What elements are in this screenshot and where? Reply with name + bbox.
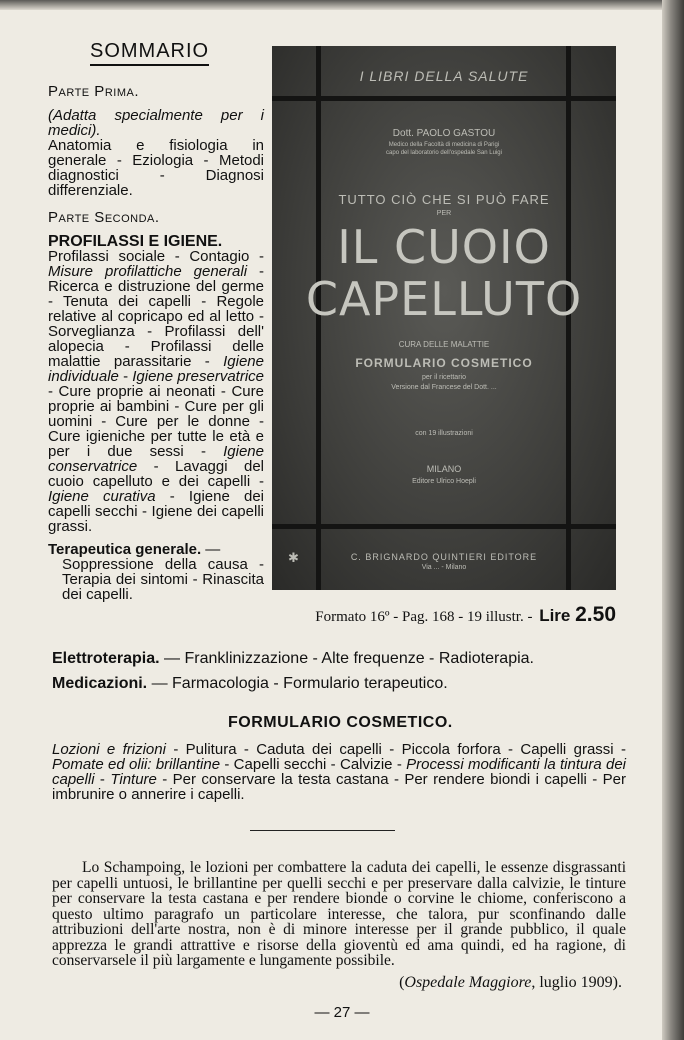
medicazioni-label: Medicazioni.: [52, 675, 148, 692]
cover-city: MILANO: [426, 464, 462, 474]
elettroterapia-label: Elettroterapia.: [52, 650, 160, 667]
tinture-label: Tinture: [110, 771, 157, 788]
cover-per: PER: [436, 210, 452, 217]
cover-illustrations: con 19 illustrazioni: [415, 430, 473, 437]
formulario-heading: FORMULARIO COSMETICO.: [228, 714, 453, 731]
elettroterapia-text: — Franklinizzazione - Alte frequenze - Radioterapia.: [159, 650, 534, 667]
terapeutica-dash: —: [201, 541, 221, 558]
profilassi-heading: PROFILASSI E IGIENE.: [48, 233, 223, 250]
cover-publisher-small: Editore Ulrico Hoepli: [412, 478, 476, 485]
format-text: Formato 16º - Pag. 168 - 19 illustr. -: [315, 609, 537, 625]
igiene-preservatrice: Igiene preservatrice: [132, 368, 264, 385]
formulario-part: - Capelli secchi - Calvizie -: [220, 756, 407, 773]
formulario-text: [52, 742, 626, 802]
cover-intro: TUTTO CIÒ CHE SI PUÒ FARE: [338, 192, 550, 207]
profilassi-lead: Profilassi sociale - Contagio -: [48, 248, 264, 265]
lozioni-label: Lozioni e frizioni: [52, 741, 166, 758]
adatta-note: (Adatta specialmente per i medici).: [48, 107, 264, 139]
cover-subtitle: CURA DELLE MALATTIE: [398, 340, 490, 349]
cover-fine-line: Medico della Facoltà di medicina di Parigi: [388, 142, 500, 148]
price-value: 2.50: [575, 603, 616, 626]
processi-label: Processi modificanti la tintura dei capelli: [52, 756, 627, 788]
review-paragraph: Lo Schampoing, le lozioni per combattere la caduta dei capelli, le essenze disgrassanti per capelli untuosi, le brillantine per quelli secchi e per preservare dalla calvizie, le tinture per conservare la testa castana e per rendere bionde o corvine le chiome, conferiscono a questo ultimo paragrafo un particolare interesse, che talora, pur sconfinando dalle attribuzioni dell'arte nostra, non è di minore interesse per il grande pubblico, il quale apprezza le grandi attrattive e risorse della gioventù ed ama quindi, ed ha ragione, di conservarsele il più largamente e lungamente possibile.: [52, 859, 626, 969]
parte-seconda-heading: Parte Seconda.: [48, 209, 160, 226]
formulario-part: - Per conservare la testa castana - Per rendere biondi i capelli - Per imbrunire o annerire i capelli.: [52, 771, 626, 803]
cover-publisher: C. BRIGNARDO QUINTIERI EDITORE: [350, 552, 538, 562]
elettroterapia-line: [52, 650, 534, 668]
terapeutica-heading: Terapeutica generale.: [48, 541, 202, 558]
terapeutica-text: Soppressione della causa - Terapia dei sintomi - Rinascita dei capelli.: [62, 556, 264, 603]
pomate-label: Pomate ed olii: brillantine: [52, 756, 221, 773]
cover-author: Dott. PAOLO GASTOU: [392, 128, 496, 139]
formulario-part: - Pulitura - Caduta dei capelli - Piccola forfora - Capelli grassi -: [165, 741, 626, 758]
price: [539, 603, 616, 626]
profilassi-text: [48, 249, 264, 534]
page-top-shadow: [0, 0, 684, 10]
section-divider: [250, 830, 395, 831]
profilassi-mid: - Ricerca e distruzione del germe - Tenuta dei capelli - Regole relative al copricapo ed al letto - Sorveglianza - Profilassi dell' alopecia - Profilassi delle malattie parassitarie -: [48, 263, 264, 370]
igiene-end: - Igiene dei capelli secchi - Igiene dei capelli grassi.: [48, 488, 264, 535]
cover-fine-line: capo del laboratorio dell'ospedale San Luigi: [386, 150, 502, 156]
cover-frame-line: [272, 524, 616, 529]
igiene-individuale: Igiene individuale: [48, 353, 264, 385]
format-price-line: [272, 603, 616, 627]
igiene-curativa: Igiene curativa: [48, 488, 156, 505]
cover-note: per il ricettario: [422, 374, 466, 381]
page-number: — 27 —: [314, 1004, 370, 1021]
cover-formulario: FORMULARIO COSMETICO: [355, 356, 533, 370]
anatomia-text: Anatomia e fisiologia in generale - Eziologia - Metodi diagnostici - Diagnosi differenziale.: [48, 137, 264, 199]
separator: -: [118, 368, 133, 385]
cover-title-line-1: IL CUOIO: [337, 220, 551, 274]
cover-frame-line: [272, 96, 616, 101]
medicazioni-text: — Farmacologia - Formulario terapeutico.: [147, 675, 448, 692]
parte-prima-heading: Parte Prima.: [48, 83, 139, 100]
cover-publisher-address: Via ... - Milano: [421, 564, 467, 571]
cover-series: I LIBRI DELLA SALUTE: [359, 68, 529, 84]
review-source: [399, 974, 622, 992]
lavaggi-text: - Lavaggi del cuoio capelluto e dei capelli -: [48, 458, 264, 490]
price-currency: Lire: [539, 606, 571, 625]
cover-note: Versione dal Francese del Dott. ...: [391, 384, 497, 391]
source-text: (Ospedale Maggiore, luglio 1909).: [399, 974, 622, 991]
page-edge-shadow: [662, 0, 684, 1040]
page-title: SOMMARIO: [90, 40, 209, 66]
cover-title-line-2: CAPELLUTO: [305, 272, 583, 326]
star-ornament-icon: ✱: [288, 550, 299, 565]
cure-text: - Cure proprie ai neonati - Cure proprie ai bambini - Cure per gli uomini - Cure per le donne - Cure igieniche per tutte le età e per i due sessi -: [48, 383, 264, 460]
separator: -: [94, 771, 111, 788]
medicazioni-line: [52, 675, 448, 693]
igiene-conservatrice: Igiene conservatrice: [48, 443, 264, 475]
book-cover: [272, 46, 616, 590]
terapeutica-block: [48, 542, 264, 557]
summary-column: [48, 84, 264, 602]
misure-profilattiche: Misure profilattiche generali: [48, 263, 248, 280]
